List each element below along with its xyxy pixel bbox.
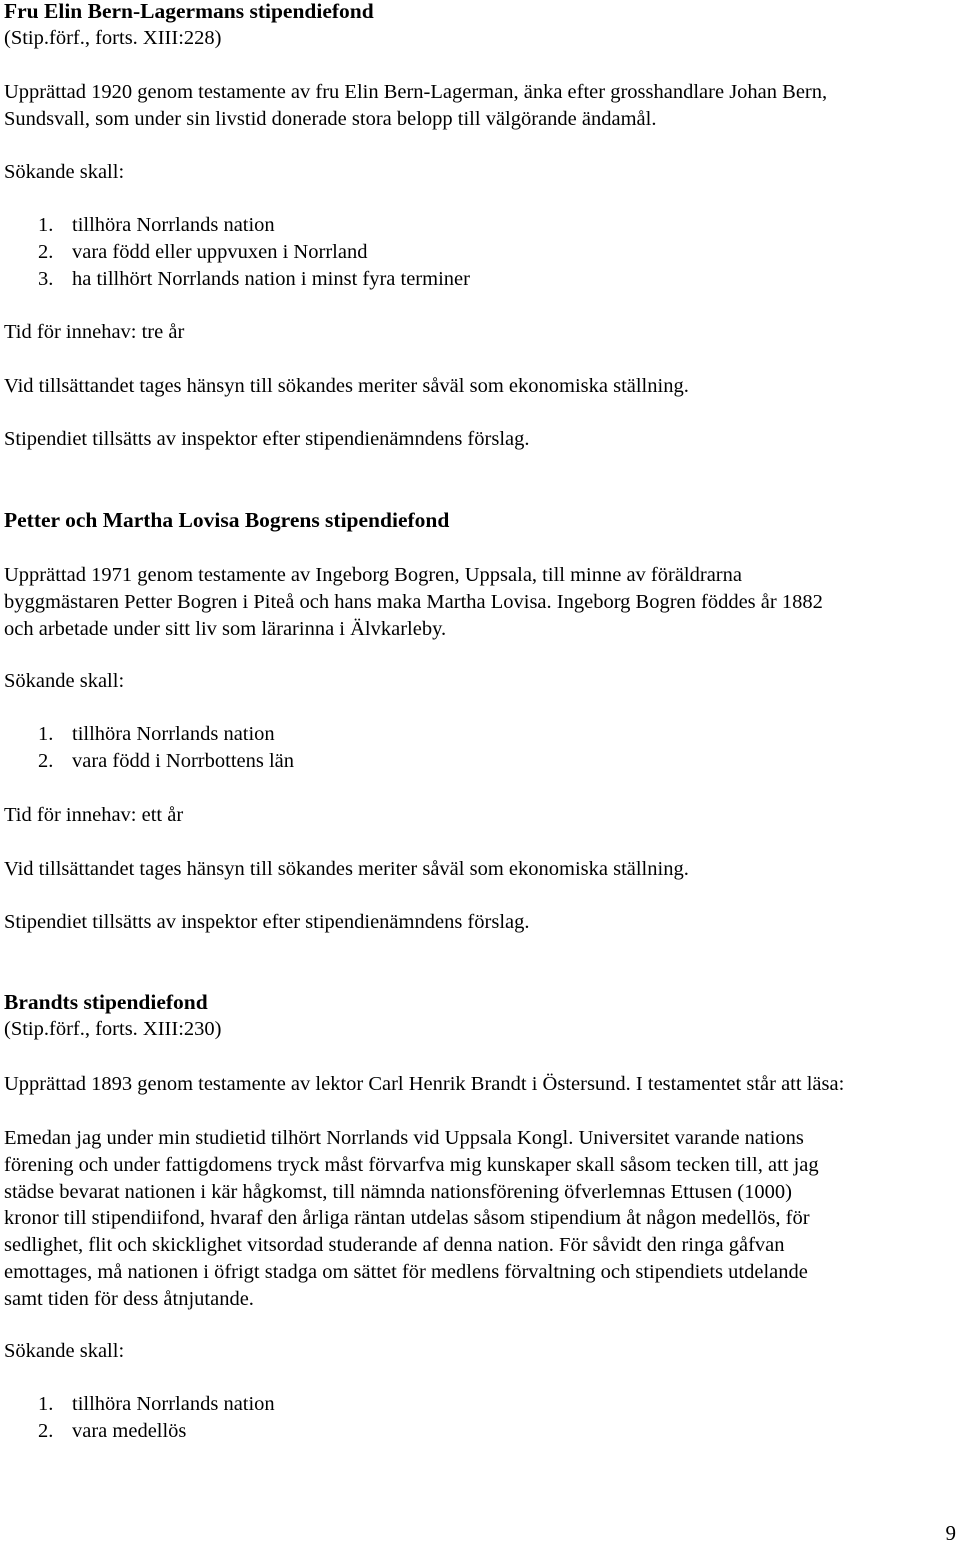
section-title: Brandts stipendiefond (4, 990, 208, 1014)
list-item-number: 2. (38, 240, 54, 263)
list-item-number: 3. (38, 267, 54, 290)
list-item-number: 2. (38, 749, 54, 772)
list-item (4, 1418, 275, 1445)
list-item (4, 1391, 275, 1418)
list-item (4, 239, 470, 266)
appointment-text: Stipendiet tillsätts av inspektor efter stipendienämndens förslag. (4, 911, 530, 933)
list-item-number: 1. (38, 723, 54, 745)
section-bern-lagerman (4, 0, 374, 52)
applicant-label: Sökande skall: (4, 161, 125, 183)
list-item-number: 2. (38, 1419, 54, 1442)
quote-line: Emedan jag under min studietid tilhört Norrlands vid Uppsala Kongl. Universitet varande nations (4, 1127, 804, 1149)
list-item-text: vara medellös (72, 1419, 187, 1442)
section-reference: (Stip.förf., forts. XIII:228) (4, 26, 222, 49)
list-item-number: 1. (38, 1393, 54, 1415)
list-item (4, 266, 470, 293)
quote-line: sedlighet, flit och skicklighet vitsordad studerande af denna nation. För såvidt den ringa gåfvan (4, 1234, 785, 1257)
quote-line: samt tiden för dess åtnjutande. (4, 1287, 254, 1310)
list-item-text: tillhöra Norrlands nation (72, 723, 275, 745)
requirements-list (4, 212, 470, 292)
appointment-text: Stipendiet tillsätts av inspektor efter stipendienämndens förslag. (4, 428, 530, 450)
quote-line: emottages, må nationen i öfrigt stadga om sättet för medlens förvaltning och stipendiets utdelande (4, 1260, 808, 1283)
list-item-text: vara född i Norrbottens län (72, 749, 295, 772)
section-brandt (4, 989, 221, 1043)
requirements-list (4, 721, 294, 775)
intro-line: Upprättad 1893 genom testamente av lektor Carl Henrik Brandt i Östersund. I testamentet står att läsa: (4, 1073, 845, 1095)
intro-line: och arbetade under sitt liv som lärarinna i Älvkarleby. (4, 617, 447, 640)
list-item (4, 721, 294, 748)
merit-text: Vid tillsättandet tages hänsyn till sökandes meriter såväl som ekonomiska ställning. (4, 375, 689, 397)
section-reference: (Stip.förf., forts. XIII:230) (4, 1017, 222, 1040)
list-item-text: tillhöra Norrlands nation (72, 214, 275, 236)
section-title: Fru Elin Bern-Lagermans stipendiefond (4, 0, 374, 23)
list-item-text: vara född eller uppvuxen i Norrland (72, 240, 368, 263)
list-item-number: 1. (38, 214, 54, 236)
applicant-label: Sökande skall: (4, 1340, 125, 1362)
quote-line: kronor till stipendiifond, hvaraf den årliga räntan utdelas såsom stipendium åt någon medellös, för (4, 1207, 810, 1230)
page-number: 9 (945, 1521, 956, 1545)
quote-line: förening och under fattigdomens tryck måst förvarfva mig kunskaper skall såsom tecken till, att jag (4, 1153, 819, 1176)
intro-line: Upprättad 1971 genom testamente av Ingeborg Bogren, Uppsala, till minne av föräldrarna (4, 564, 742, 586)
tenure-text: Tid för innehav: tre år (4, 321, 185, 343)
list-item (4, 212, 470, 239)
testament-quote (4, 1125, 819, 1313)
quote-line: städse bevarat nationen i kär hågkomst, till nämnda nationsförening öfverlemnas Ettusen (1000) (4, 1180, 792, 1203)
list-item (4, 748, 294, 775)
requirements-list (4, 1391, 275, 1445)
section-intro (4, 562, 823, 642)
intro-line: Sundsvall, som under sin livstid donerade stora belopp till välgörande ändamål. (4, 107, 657, 130)
intro-line: Upprättad 1920 genom testamente av fru Elin Bern-Lagerman, änka efter grosshandlare Johan Bern, (4, 81, 828, 103)
list-item-text: tillhöra Norrlands nation (72, 1393, 275, 1415)
intro-line: byggmästaren Petter Bogren i Piteå och hans maka Martha Lovisa. Ingeborg Bogren föddes år 1882 (4, 590, 823, 613)
section-title: Petter och Martha Lovisa Bogrens stipendiefond (4, 508, 450, 532)
applicant-label: Sökande skall: (4, 670, 125, 692)
section-intro (4, 79, 827, 133)
list-item-text: ha tillhört Norrlands nation i minst fyra terminer (72, 267, 470, 290)
merit-text: Vid tillsättandet tages hänsyn till sökandes meriter såväl som ekonomiska ställning. (4, 858, 689, 880)
tenure-text: Tid för innehav: ett år (4, 804, 184, 826)
